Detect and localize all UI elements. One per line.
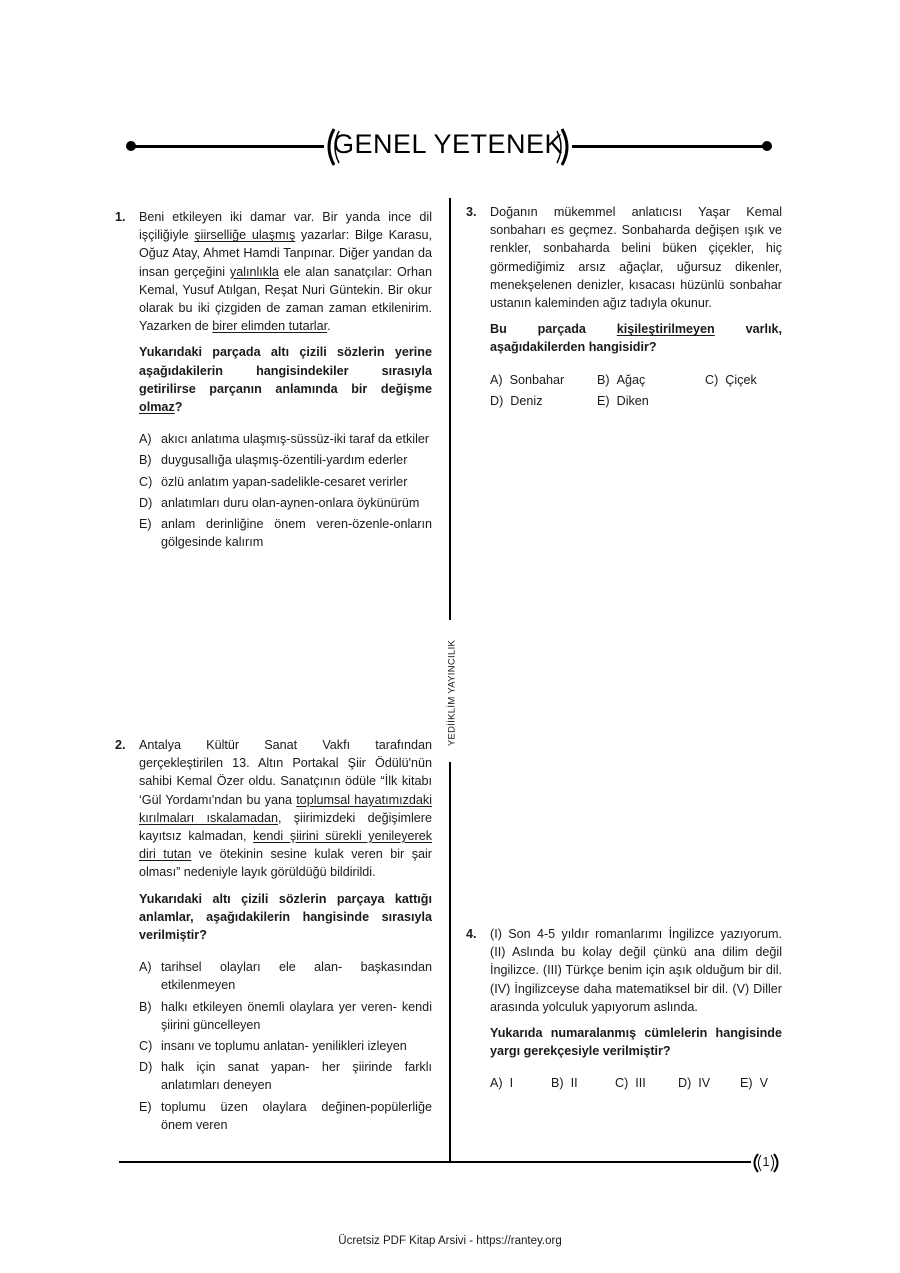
- option-c[interactable]: C) III: [615, 1076, 646, 1091]
- option-e[interactable]: E) anlam derinliğine önem veren-özenle-onların gölgesinde kalırım: [139, 517, 432, 550]
- question-3: [466, 203, 782, 415]
- question-paragraph: (I) Son 4-5 yıldır romanlarımı İngilizce yazıyorum. (II) Aslında bu kolay değil çünkü ana dilim değil İngilizce. (III) Türkçe benim için aşık olduğum bir dil. (IV) İngilizceyse daha matematiksel bir dil. (V) Diller arasında yolculuk yapıyorum aslında.: [490, 927, 782, 1014]
- option-a[interactable]: A) akıcı anlatıma ulaşmış-süssüz-iki taraf da etkiler: [139, 432, 430, 447]
- option-e[interactable]: E) Diken: [597, 393, 649, 408]
- page-number: 1: [762, 1154, 770, 1169]
- option-c[interactable]: C) insanı ve toplumu anlatan- yenilikleri izleyen: [139, 1039, 407, 1054]
- header-title-box: [322, 127, 574, 167]
- option-e[interactable]: E) V: [740, 1076, 768, 1091]
- question-number: 4.: [466, 927, 477, 941]
- option-a[interactable]: A) I: [490, 1076, 514, 1091]
- question-paragraph: Doğanın mükemmel anlatıcısı Yaşar Kemal sonbaharı es geçmez. Sonbaharda değişen ışık ve renkler, sonbaharda belini büken çiçekler, hiç görmediğimiz arsız ağaçlar, uğursuz dikenler, menekşelenen denizler, kısacası hüzünlü sonbahar ustanın kaleminden ağız tadıyla okunur.: [490, 205, 782, 311]
- question-1: [115, 208, 432, 554]
- page-number-badge: [750, 1152, 782, 1172]
- option-b[interactable]: B) II: [551, 1076, 578, 1091]
- option-d[interactable]: D) halk için sanat yapan- her şiirinde farklı anlatımları deneyen: [139, 1060, 432, 1093]
- question-stem: Yukarıdaki parçada altı çizili sözlerin yerine aşağıdakilerin hangisindekiler sırasıyla getirilirse parçanın anlamında bir değişme olmaz?: [139, 345, 432, 415]
- answer-options: [490, 371, 782, 415]
- question-number: 3.: [466, 205, 477, 219]
- option-d[interactable]: D) anlatımları duru olan-aynen-onlara öykünürüm: [139, 495, 420, 510]
- column-divider-top: [449, 198, 451, 620]
- header-left-rule: [131, 145, 324, 148]
- question-2: [115, 736, 432, 1137]
- page-title: GENEL YETENEK: [332, 129, 564, 159]
- option-b[interactable]: B) duygusallığa ulaşmış-özentili-yardım ederler: [139, 453, 408, 468]
- header-right-dot: [762, 141, 772, 151]
- column-divider-bottom: [449, 762, 451, 1163]
- option-e[interactable]: E) toplumu üzen olaylara değinen-popülerliğe önem veren: [139, 1099, 432, 1132]
- question-stem: Yukarıdaki altı çizili sözlerin parçaya kattığı anlamlar, aşağıdakilerin hangisinde sırasıyla verilmiştir?: [139, 891, 432, 943]
- header-right-rule: [572, 145, 765, 148]
- option-c[interactable]: C) özlü anlatım yapan-sadelikle-cesaret verirler: [139, 474, 408, 489]
- option-c[interactable]: C) Çiçek: [705, 372, 757, 387]
- option-a[interactable]: A) Sonbahar: [490, 372, 565, 387]
- answer-options: [139, 958, 432, 1134]
- answer-options: [490, 1074, 782, 1096]
- question-number: 2.: [115, 738, 126, 752]
- question-number: 1.: [115, 210, 126, 224]
- answer-options: [139, 430, 432, 551]
- question-stem: Bu parçada kişileştirilmeyen varlık, aşağıdakilerden hangisidir?: [490, 322, 782, 355]
- publisher-side-label: YEDİİKLİM YAYINCILIK: [446, 639, 458, 747]
- option-d[interactable]: D) IV: [678, 1076, 711, 1091]
- option-d[interactable]: D) Deniz: [490, 393, 543, 408]
- footer-text: Ücretsiz PDF Kitap Arsivi - https://rantey.org: [338, 1235, 562, 1247]
- option-b[interactable]: B) halkı etkileyen önemli olaylara yer veren- kendi şiirini güncelleyen: [139, 999, 432, 1032]
- option-b[interactable]: B) Ağaç: [597, 372, 646, 387]
- question-4: [466, 925, 782, 1096]
- question-stem: Yukarıda numaralanmış cümlelerin hangisinde yargı gerekçesiyle verilmiştir?: [490, 1026, 782, 1059]
- question-paragraph: Beni etkileyen iki damar var. Bir yanda ince dil işçiliğiyle şiirselliğe ulaşmış yazarlar: Bilge Karasu, Oğuz Atay, Ahmet Hamdi Tanpınar. Diğer yandan da insan gerçeğini yalınlıkla ele alan sanatçılar: Orhan Kemal, Yusuf Atılgan, Reşat Nuri Güntekin. Bir okur olarak bu iki çizgiden de zaman zaman etkilenirim. Yazarken de birer elimden tutarlar.: [139, 210, 432, 334]
- bottom-rule: [119, 1161, 751, 1163]
- question-paragraph: Antalya Kültür Sanat Vakfı tarafından gerçekleştirilen 13. Altın Portakal Şiir Ödülü'nün sahibi Kemal Özer oldu. Sanatçının ödüle “İlk kitabı ‘Gül Yordamı'ndan bu yana toplumsal hayatımızdaki kırılmaları ıskalamadan, şiirimizdeki değişimlere kayıtsız kalmadan, kendi şiirini sürekli yenileyerek diri tutan ve ötekinin sesine kulak veren bir şair olması” nedeniyle layık görüldüğü bildirildi.: [139, 738, 432, 880]
- option-a[interactable]: A) tarihsel olayları ele alan- başkasından etkilenmeyen: [139, 960, 432, 993]
